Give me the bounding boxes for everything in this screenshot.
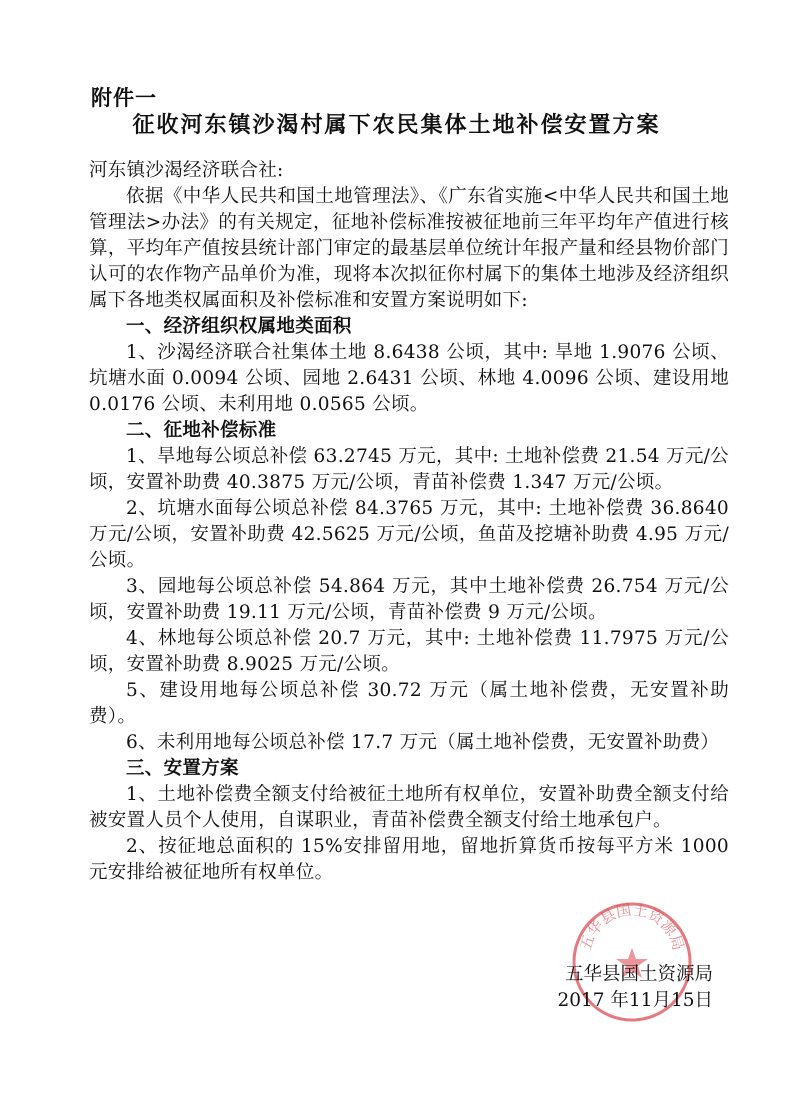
issue-date: 2017 年11月15日 xyxy=(557,990,713,1011)
section-2-item: 6、未利用地每公顷总补偿 17.7 万元（属土地补偿费，无安置补助费） xyxy=(126,732,720,753)
section-2-item: 2、坑塘水面每公顷总补偿 84.3765 万元，其中: 土地补偿费 36.8640 万元/公顷，安置补助费 42.5625 万元/公顷，鱼苗及挖塘补助费 4.95 万元/公顷。 xyxy=(89,498,729,571)
section-3-heading: 三、安置方案 xyxy=(126,758,239,779)
signature-block xyxy=(557,962,713,1014)
section-1-heading: 一、经济组织权属地类面积 xyxy=(126,316,352,337)
addressee: 河东镇沙渴经济联合社: xyxy=(89,160,284,181)
svg-text:五华县国土资源局: 五华县国土资源局 xyxy=(576,900,688,953)
document-body xyxy=(89,158,729,886)
section-1-item: 1、沙渴经济联合社集体土地 8.6438 公顷，其中: 旱地 1.9076 公顷、坑塘水面 0.0094 公顷、园地 2.6431 公顷、林地 4.0096 公顷、建设用地 0.0176 公顷、未利用地 0.0565 公顷。 xyxy=(89,342,729,415)
section-3-item: 2、按征地总面积的 15%安排留用地，留地折算货币按每平方米 1000 元安排给被征地所有权单位。 xyxy=(89,836,729,883)
section-3-item: 1、土地补偿费全额支付给被征土地所有权单位，安置补助费全额支付给被安置人员个人使用，自谋职业，青苗补偿费全额支付给土地承包户。 xyxy=(89,784,729,831)
document-title: 征收河东镇沙渴村属下农民集体土地补偿安置方案 xyxy=(132,113,661,138)
section-2-heading: 二、征地补偿标准 xyxy=(126,420,277,441)
issuer-name: 五华县国土资源局 xyxy=(564,964,713,985)
attachment-label: 附件一 xyxy=(91,86,157,110)
section-2-item: 3、园地每公顷总补偿 54.864 万元，其中土地补偿费 26.754 万元/公顷，安置补助费 19.11 万元/公顷，青苗补偿费 9 万元/公顷。 xyxy=(89,576,729,623)
section-2-item: 4、林地每公顷总补偿 20.7 万元，其中: 土地补偿费 11.7975 万元/公顷，安置补助费 8.9025 万元/公顷。 xyxy=(89,628,729,675)
section-2-item: 5、建设用地每公顷总补偿 30.72 万元（属土地补偿费，无安置补助费）。 xyxy=(89,680,729,727)
intro-paragraph: 依据《中华人民共和国土地管理法》、《广东省实施<中华人民共和国土地管理法>办法》的有关规定，征地补偿标准按被征地前三年平均年产值进行核算，平均年产值按县统计部门审定的最基层单位统计年报产量和经县物价部门认可的农作物产品单价为准，现将本次拟征你村属下的集体土地涉及经济组织属下各地类权属面积及补偿标准和安置方案说明如下: xyxy=(89,186,729,311)
section-2-item: 1、旱地每公顷总补偿 63.2745 万元，其中: 土地补偿费 21.54 万元/公顷，安置补助费 40.3875 万元/公顷，青苗补偿费 1.347 万元/公顷。 xyxy=(89,446,729,493)
